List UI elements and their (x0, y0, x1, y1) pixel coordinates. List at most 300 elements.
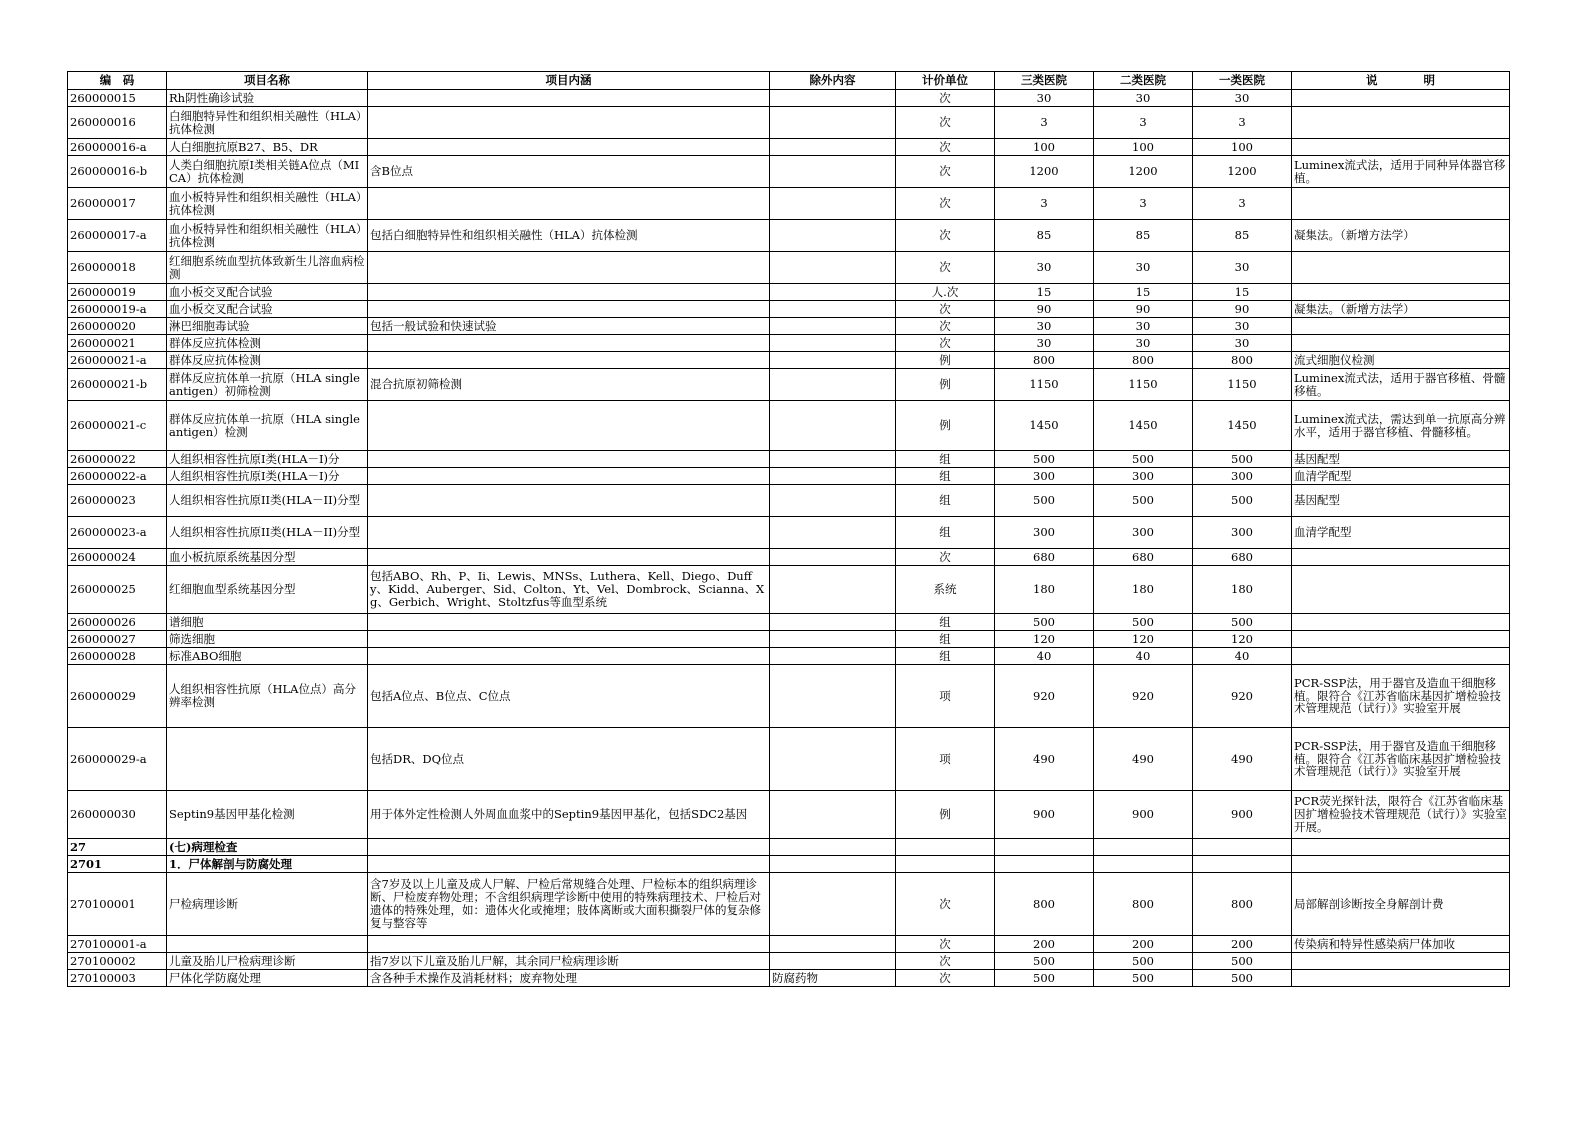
header-exclusion: 除外内容 (770, 72, 896, 90)
cell-exclusion (770, 335, 896, 352)
cell-unit: 组 (896, 485, 995, 517)
cell-exclusion (770, 220, 896, 252)
cell-price-class1: 30 (1193, 90, 1292, 107)
cell-note: 凝集法。（新增方法学） (1292, 220, 1510, 252)
cell-unit: 例 (896, 791, 995, 839)
cell-price-class1: 500 (1193, 485, 1292, 517)
cell-price-class3: 800 (995, 352, 1094, 369)
cell-note (1292, 252, 1510, 284)
cell-price-class2: 500 (1094, 970, 1193, 987)
cell-exclusion (770, 936, 896, 953)
cell-note: PCR荧光探针法，限符合《江苏省临床基因扩增检验技术管理规范（试行）》实验室开展。 (1292, 791, 1510, 839)
cell-note: 凝集法。（新增方法学） (1292, 301, 1510, 318)
cell-price-class2: 800 (1094, 873, 1193, 936)
cell-code: 270100001 (68, 873, 167, 936)
cell-exclusion (770, 156, 896, 188)
cell-name: 血小板交叉配合试验 (167, 284, 368, 301)
cell-name: 谱细胞 (167, 614, 368, 631)
cell-unit: 次 (896, 936, 995, 953)
cell-code: 260000016 (68, 107, 167, 139)
cell-price-class2: 120 (1094, 631, 1193, 648)
cell-exclusion (770, 614, 896, 631)
cell-note: 局部解剖诊断按全身解剖计费 (1292, 873, 1510, 936)
cell-unit: 组 (896, 451, 995, 468)
cell-exclusion (770, 401, 896, 451)
cell-price-class1: 15 (1193, 284, 1292, 301)
cell-price-class2: 100 (1094, 139, 1193, 156)
cell-note: 血清学配型 (1292, 468, 1510, 485)
cell-price-class1: 30 (1193, 335, 1292, 352)
cell-price-class2: 90 (1094, 301, 1193, 318)
cell-scope (368, 284, 770, 301)
cell-name: 人白细胞抗原B27、B5、DR (167, 139, 368, 156)
cell-note (1292, 90, 1510, 107)
cell-code: 260000015 (68, 90, 167, 107)
cell-exclusion (770, 284, 896, 301)
cell-code: 260000020 (68, 318, 167, 335)
cell-exclusion (770, 107, 896, 139)
cell-price-class2 (1094, 856, 1193, 873)
cell-unit: 次 (896, 549, 995, 566)
cell-price-class3: 30 (995, 318, 1094, 335)
cell-price-class3: 500 (995, 614, 1094, 631)
cell-exclusion (770, 873, 896, 936)
table-row (68, 566, 1510, 614)
table-row (68, 156, 1510, 188)
cell-note: Luminex流式法，适用于同种异体器官移植。 (1292, 156, 1510, 188)
cell-unit: 次 (896, 107, 995, 139)
cell-exclusion (770, 252, 896, 284)
cell-price-class2: 30 (1094, 335, 1193, 352)
cell-scope: 混合抗原初筛检测 (368, 369, 770, 401)
cell-note (1292, 839, 1510, 856)
cell-price-class3 (995, 856, 1094, 873)
cell-unit: 次 (896, 90, 995, 107)
cell-code: 260000022 (68, 451, 167, 468)
cell-exclusion (770, 352, 896, 369)
cell-unit: 项 (896, 665, 995, 728)
cell-price-class1: 800 (1193, 873, 1292, 936)
cell-code: 260000025 (68, 566, 167, 614)
cell-name: Rh阴性确诊试验 (167, 90, 368, 107)
cell-price-class2: 3 (1094, 188, 1193, 220)
cell-scope (368, 839, 770, 856)
table-row (68, 318, 1510, 335)
table-row (68, 188, 1510, 220)
cell-price-class3: 920 (995, 665, 1094, 728)
cell-scope (368, 468, 770, 485)
cell-price-class3: 800 (995, 873, 1094, 936)
cell-code: 260000022-a (68, 468, 167, 485)
cell-note: 血清学配型 (1292, 517, 1510, 549)
cell-scope (368, 936, 770, 953)
cell-exclusion (770, 549, 896, 566)
cell-price-class1: 180 (1193, 566, 1292, 614)
cell-price-class1: 120 (1193, 631, 1292, 648)
table-row (68, 107, 1510, 139)
cell-name: 尸体化学防腐处理 (167, 970, 368, 987)
cell-note: Luminex流式法，需达到单一抗原高分辨水平，适用于器官移植、骨髓移植。 (1292, 401, 1510, 451)
cell-note (1292, 856, 1510, 873)
cell-scope (368, 485, 770, 517)
cell-code: 260000021-a (68, 352, 167, 369)
cell-name: 血小板特异性和组织相关融性（HLA）抗体检测 (167, 188, 368, 220)
cell-price-class2: 490 (1094, 728, 1193, 791)
cell-note (1292, 566, 1510, 614)
table-row (68, 953, 1510, 970)
cell-price-class1: 680 (1193, 549, 1292, 566)
cell-unit: 项 (896, 728, 995, 791)
table-row (68, 648, 1510, 665)
cell-code: 260000028 (68, 648, 167, 665)
cell-price-class3: 900 (995, 791, 1094, 839)
table-row (68, 728, 1510, 791)
cell-price-class3: 500 (995, 451, 1094, 468)
cell-code: 260000023 (68, 485, 167, 517)
cell-price-class3: 3 (995, 107, 1094, 139)
cell-price-class1: 30 (1193, 252, 1292, 284)
cell-exclusion (770, 451, 896, 468)
table-row (68, 301, 1510, 318)
cell-unit: 系统 (896, 566, 995, 614)
cell-price-class2: 300 (1094, 468, 1193, 485)
cell-scope (368, 90, 770, 107)
cell-price-class3: 1200 (995, 156, 1094, 188)
cell-note (1292, 188, 1510, 220)
cell-code: 260000021 (68, 335, 167, 352)
header-note: 说 明 (1292, 72, 1510, 90)
cell-exclusion (770, 139, 896, 156)
cell-price-class3: 200 (995, 936, 1094, 953)
cell-exclusion (770, 856, 896, 873)
cell-exclusion (770, 728, 896, 791)
cell-name: 红细胞系统血型抗体致新生儿溶血病检测 (167, 252, 368, 284)
table-row (68, 220, 1510, 252)
table-row (68, 485, 1510, 517)
table-row (68, 873, 1510, 936)
table-row (68, 970, 1510, 987)
cell-scope: 包括ABO、Rh、P、Ii、Lewis、MNSs、Luthera、Kell、Diego、Duffy、Kidd、Auberger、Sid、Colton、Yt、Vel、Dombrock、Scianna、Xg、Gerbich、Wright、Stoltzfus等血型系统 (368, 566, 770, 614)
cell-name: 群体反应抗体检测 (167, 352, 368, 369)
table-row (68, 468, 1510, 485)
table-row (68, 352, 1510, 369)
header-unit: 计价单位 (896, 72, 995, 90)
cell-scope: 含7岁及以上儿童及成人尸解、尸检后常规缝合处理、尸检标本的组织病理诊断、尸检废弃物处理；不含组织病理学诊断中使用的特殊病理技术、尸检后对遗体的特殊处理，如：遗体火化或掩埋；肢体离断或大面积撕裂尸体的复杂修复与整容等 (368, 873, 770, 936)
cell-scope (368, 335, 770, 352)
header-row (68, 72, 1510, 90)
cell-note: 传染病和特异性感染病尸体加收 (1292, 936, 1510, 953)
cell-unit: 次 (896, 252, 995, 284)
cell-name (167, 728, 368, 791)
cell-note (1292, 284, 1510, 301)
cell-exclusion: 防腐药物 (770, 970, 896, 987)
cell-unit: 次 (896, 139, 995, 156)
cell-exclusion (770, 665, 896, 728)
cell-price-class2: 180 (1094, 566, 1193, 614)
cell-price-class1: 100 (1193, 139, 1292, 156)
cell-name (167, 936, 368, 953)
cell-price-class1: 200 (1193, 936, 1292, 953)
cell-price-class2: 3 (1094, 107, 1193, 139)
cell-name: 白细胞特异性和组织相关融性（HLA）抗体检测 (167, 107, 368, 139)
cell-name: (七)病理检查 (167, 839, 368, 856)
cell-name: 标准ABO细胞 (167, 648, 368, 665)
cell-price-class1: 85 (1193, 220, 1292, 252)
cell-code: 260000018 (68, 252, 167, 284)
cell-scope: 包括DR、DQ位点 (368, 728, 770, 791)
cell-price-class1: 40 (1193, 648, 1292, 665)
table-row (68, 369, 1510, 401)
table-row (68, 549, 1510, 566)
cell-code: 260000016-b (68, 156, 167, 188)
cell-note (1292, 631, 1510, 648)
cell-name: 红细胞血型系统基因分型 (167, 566, 368, 614)
cell-name: 人组织相容性抗原II类(HLA－II)分型 (167, 485, 368, 517)
cell-exclusion (770, 648, 896, 665)
cell-price-class3: 100 (995, 139, 1094, 156)
cell-name: 群体反应抗体检测 (167, 335, 368, 352)
cell-unit (896, 839, 995, 856)
cell-price-class3: 500 (995, 953, 1094, 970)
cell-code: 260000017-a (68, 220, 167, 252)
cell-unit: 次 (896, 970, 995, 987)
cell-code: 260000026 (68, 614, 167, 631)
cell-code: 2701 (68, 856, 167, 873)
cell-scope: 包括一般试验和快速试验 (368, 318, 770, 335)
cell-unit: 人.次 (896, 284, 995, 301)
cell-price-class3: 1450 (995, 401, 1094, 451)
cell-price-class3: 85 (995, 220, 1094, 252)
cell-code: 260000021-c (68, 401, 167, 451)
cell-name: Septin9基因甲基化检测 (167, 791, 368, 839)
fee-schedule-table (67, 71, 1510, 987)
cell-code: 260000019-a (68, 301, 167, 318)
table-row (68, 631, 1510, 648)
cell-price-class1: 500 (1193, 970, 1292, 987)
cell-name: 人组织相容性抗原II类(HLA－II)分型 (167, 517, 368, 549)
cell-note (1292, 549, 1510, 566)
cell-name: 儿童及胎儿尸检病理诊断 (167, 953, 368, 970)
cell-unit: 组 (896, 648, 995, 665)
cell-scope (368, 517, 770, 549)
cell-scope: 含各种手术操作及消耗材料；废弃物处理 (368, 970, 770, 987)
cell-unit: 组 (896, 517, 995, 549)
cell-price-class3: 300 (995, 468, 1094, 485)
cell-scope (368, 648, 770, 665)
cell-note: PCR-SSP法，用于器官及造血干细胞移植。限符合《江苏省临床基因扩增检验技术管理规范（试行）》实验室开展 (1292, 665, 1510, 728)
cell-price-class2: 500 (1094, 953, 1193, 970)
cell-price-class3: 680 (995, 549, 1094, 566)
cell-scope: 含B位点 (368, 156, 770, 188)
cell-unit: 组 (896, 631, 995, 648)
cell-note (1292, 139, 1510, 156)
cell-scope (368, 352, 770, 369)
cell-note (1292, 648, 1510, 665)
cell-price-class2: 15 (1094, 284, 1193, 301)
cell-scope (368, 139, 770, 156)
cell-unit: 例 (896, 401, 995, 451)
cell-name: 群体反应抗体单一抗原（HLA single antigen）检测 (167, 401, 368, 451)
cell-exclusion (770, 485, 896, 517)
cell-price-class1: 3 (1193, 188, 1292, 220)
cell-name: 筛选细胞 (167, 631, 368, 648)
cell-price-class2: 500 (1094, 485, 1193, 517)
cell-price-class3: 3 (995, 188, 1094, 220)
table-row (68, 936, 1510, 953)
cell-price-class1: 90 (1193, 301, 1292, 318)
cell-name: 人组织相容性抗原I类(HLA－I)分 (167, 468, 368, 485)
cell-name: 人组织相容性抗原（HLA位点）高分辨率检测 (167, 665, 368, 728)
cell-code: 260000029 (68, 665, 167, 728)
cell-price-class3: 30 (995, 90, 1094, 107)
cell-scope (368, 856, 770, 873)
cell-exclusion (770, 318, 896, 335)
cell-scope (368, 252, 770, 284)
cell-unit: 次 (896, 953, 995, 970)
cell-price-class1: 1200 (1193, 156, 1292, 188)
header-code: 编 码 (68, 72, 167, 90)
cell-price-class3: 500 (995, 970, 1094, 987)
header-scope: 项目内涵 (368, 72, 770, 90)
cell-unit: 次 (896, 301, 995, 318)
table-row (68, 451, 1510, 468)
cell-scope (368, 614, 770, 631)
cell-scope (368, 631, 770, 648)
section-row (68, 839, 1510, 856)
header-name: 项目名称 (167, 72, 368, 90)
cell-exclusion (770, 839, 896, 856)
cell-note (1292, 107, 1510, 139)
cell-unit: 次 (896, 335, 995, 352)
table-row (68, 401, 1510, 451)
cell-unit: 次 (896, 156, 995, 188)
cell-price-class2: 900 (1094, 791, 1193, 839)
table-row (68, 139, 1510, 156)
cell-name: 1．尸体解剖与防腐处理 (167, 856, 368, 873)
cell-price-class1: 490 (1193, 728, 1292, 791)
cell-unit: 次 (896, 188, 995, 220)
cell-exclusion (770, 566, 896, 614)
cell-code: 270100002 (68, 953, 167, 970)
cell-unit: 组 (896, 468, 995, 485)
cell-exclusion (770, 188, 896, 220)
cell-name: 血小板交叉配合试验 (167, 301, 368, 318)
cell-unit: 次 (896, 220, 995, 252)
cell-price-class2: 200 (1094, 936, 1193, 953)
cell-scope (368, 107, 770, 139)
cell-price-class1: 300 (1193, 517, 1292, 549)
table-row (68, 614, 1510, 631)
cell-note (1292, 614, 1510, 631)
header-price-class3: 三类医院 (995, 72, 1094, 90)
cell-price-class1 (1193, 839, 1292, 856)
table-row (68, 90, 1510, 107)
cell-price-class2: 500 (1094, 451, 1193, 468)
cell-scope: 包括白细胞特异性和组织相关融性（HLA）抗体检测 (368, 220, 770, 252)
header-price-class2: 二类医院 (1094, 72, 1193, 90)
cell-price-class1: 500 (1193, 953, 1292, 970)
cell-price-class1: 1150 (1193, 369, 1292, 401)
cell-unit (896, 856, 995, 873)
cell-note (1292, 970, 1510, 987)
cell-price-class1: 30 (1193, 318, 1292, 335)
cell-code: 260000027 (68, 631, 167, 648)
cell-scope: 指7岁以下儿童及胎儿尸解，其余同尸检病理诊断 (368, 953, 770, 970)
header-price-class1: 一类医院 (1193, 72, 1292, 90)
cell-exclusion (770, 468, 896, 485)
cell-name: 人类白细胞抗原I类相关链A位点（MICA）抗体检测 (167, 156, 368, 188)
cell-name: 血小板特异性和组织相关融性（HLA）抗体检测 (167, 220, 368, 252)
cell-price-class2 (1094, 839, 1193, 856)
cell-code: 260000016-a (68, 139, 167, 156)
cell-price-class3: 180 (995, 566, 1094, 614)
cell-name: 淋巴细胞毒试验 (167, 318, 368, 335)
cell-scope: 包括A位点、B位点、C位点 (368, 665, 770, 728)
cell-note: 流式细胞仪检测 (1292, 352, 1510, 369)
cell-note: Luminex流式法，适用于器官移植、骨髓移植。 (1292, 369, 1510, 401)
cell-code: 260000030 (68, 791, 167, 839)
cell-note: 基因配型 (1292, 451, 1510, 468)
cell-price-class2: 40 (1094, 648, 1193, 665)
cell-price-class3: 30 (995, 335, 1094, 352)
cell-unit: 例 (896, 369, 995, 401)
cell-code: 260000023-a (68, 517, 167, 549)
cell-scope (368, 401, 770, 451)
cell-price-class1: 1450 (1193, 401, 1292, 451)
cell-price-class1: 900 (1193, 791, 1292, 839)
cell-name: 尸检病理诊断 (167, 873, 368, 936)
cell-price-class3 (995, 839, 1094, 856)
cell-note (1292, 318, 1510, 335)
cell-scope (368, 188, 770, 220)
cell-price-class2: 800 (1094, 352, 1193, 369)
cell-price-class1: 920 (1193, 665, 1292, 728)
cell-price-class3: 30 (995, 252, 1094, 284)
cell-name: 血小板抗原系统基因分型 (167, 549, 368, 566)
cell-price-class2: 30 (1094, 318, 1193, 335)
cell-price-class3: 15 (995, 284, 1094, 301)
table-row (68, 517, 1510, 549)
cell-price-class3: 120 (995, 631, 1094, 648)
cell-scope: 用于体外定性检测人外周血血浆中的Septin9基因甲基化，包括SDC2基因 (368, 791, 770, 839)
cell-name: 人组织相容性抗原I类(HLA－I)分 (167, 451, 368, 468)
cell-price-class2: 1200 (1094, 156, 1193, 188)
cell-scope (368, 549, 770, 566)
cell-price-class3: 500 (995, 485, 1094, 517)
cell-unit: 组 (896, 614, 995, 631)
cell-price-class3: 90 (995, 301, 1094, 318)
cell-unit: 次 (896, 873, 995, 936)
cell-price-class2: 30 (1094, 90, 1193, 107)
cell-code: 260000024 (68, 549, 167, 566)
cell-code: 270100001-a (68, 936, 167, 953)
cell-price-class1: 800 (1193, 352, 1292, 369)
cell-price-class1: 500 (1193, 451, 1292, 468)
cell-price-class2: 30 (1094, 252, 1193, 284)
cell-note: 基因配型 (1292, 485, 1510, 517)
cell-price-class2: 680 (1094, 549, 1193, 566)
cell-code: 260000021-b (68, 369, 167, 401)
cell-price-class2: 300 (1094, 517, 1193, 549)
cell-code: 260000029-a (68, 728, 167, 791)
cell-price-class1: 500 (1193, 614, 1292, 631)
section-row (68, 856, 1510, 873)
cell-exclusion (770, 631, 896, 648)
cell-price-class1: 3 (1193, 107, 1292, 139)
cell-price-class3: 490 (995, 728, 1094, 791)
cell-price-class1 (1193, 856, 1292, 873)
cell-exclusion (770, 953, 896, 970)
